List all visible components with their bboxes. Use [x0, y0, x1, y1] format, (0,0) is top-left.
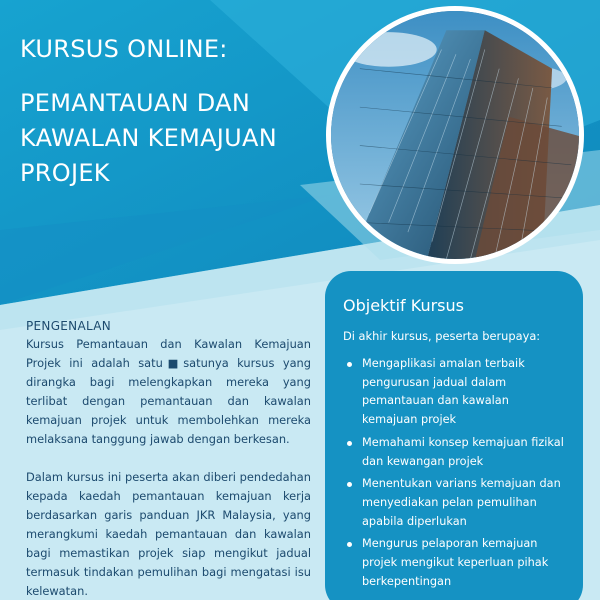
building-photo [326, 6, 584, 264]
objective-item [343, 475, 565, 531]
introduction-section [26, 318, 311, 600]
objectives-list [343, 355, 565, 591]
objective-item [343, 355, 565, 430]
course-title-line: KAWALAN KEMAJUAN [20, 124, 278, 152]
objective-item [343, 434, 565, 471]
course-title [20, 86, 330, 191]
bullet-dot-icon [347, 542, 352, 547]
bullet-dot-icon [347, 362, 352, 367]
bullet-dot-icon [347, 482, 352, 487]
course-title-line: PROJEK [20, 159, 110, 187]
course-title-line: PEMANTAUAN DAN [20, 89, 251, 117]
objectives-title: Objektif Kursus [343, 296, 464, 315]
title-block [20, 34, 330, 191]
objective-item-text: Menentukan varians kemajuan dan menyediakan pelan pemulihan apabila diperlukan [362, 477, 561, 528]
introduction-paragraph: Dalam kursus ini peserta akan diberi pendedahan kepada kaedah pemantauan kemajuan kerja berdasarkan garis panduan JKR Malaysia, yang merangkumi kaedah pemantauan dan kawalan bagi memastikan projek siap mengikut jadual termasuk tindakan pemulihan bagi mengatasi isu kelewatan. [26, 470, 311, 598]
objective-item-text: Mengurus pelaporan kemajuan projek mengikut keperluan pihak berkepentingan [362, 537, 549, 588]
introduction-heading: PENGENALAN [26, 319, 112, 333]
objective-item-text: Memahami konsep kemajuan fizikal dan kewangan projek [362, 435, 564, 468]
bullet-dot-icon [347, 441, 352, 446]
glass-building-image [331, 11, 579, 259]
introduction-paragraph: Kursus Pemantauan dan Kawalan Kemajuan Projek ini adalah satu■satunya kursus yang dirangka bagi melengkapkan mereka yang terlibat dengan pemantauan dan kawalan kemajuan projek untuk membolehkan mereka melaksana tanggung jawab dengan berkesan. [26, 337, 311, 446]
objective-item-text: Mengaplikasi amalan terbaik pengurusan jadual dalam pemantauan dan kawalan kemajuan projek [362, 357, 525, 427]
objectives-lead: Di akhir kursus, peserta berupaya: [343, 329, 541, 343]
objective-item [343, 535, 565, 591]
course-type-label: KURSUS ONLINE: [20, 35, 228, 63]
objectives-card [325, 271, 583, 600]
